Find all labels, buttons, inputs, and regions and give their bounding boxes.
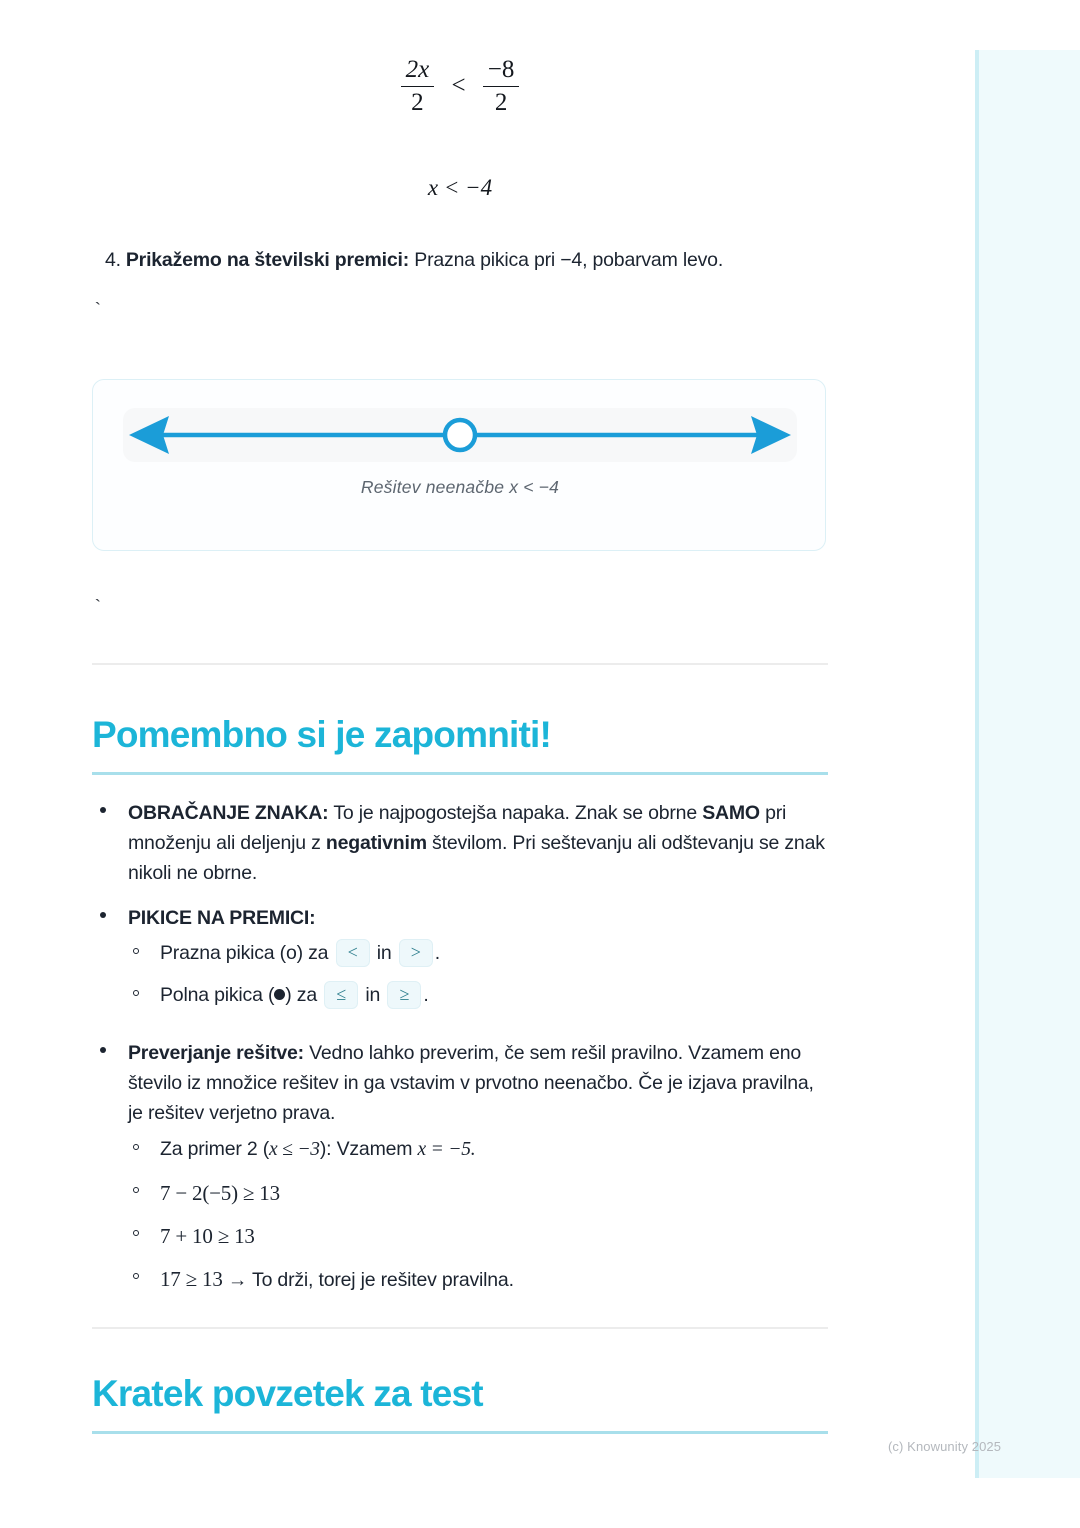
fraction-left-numerator: 2x <box>401 55 435 87</box>
calculation-2: 7 + 10 ≥ 13 <box>160 1224 255 1248</box>
list-item-body <box>128 798 830 888</box>
primer-math-2: x = −5. <box>417 1139 476 1160</box>
sub-bullet-ring-icon <box>133 990 139 996</box>
bullet-dot-icon <box>100 1047 106 1053</box>
polna-text-1: Polna pikica ( <box>160 984 275 1006</box>
numberline-graphic <box>123 408 797 462</box>
sub-bullet-ring-icon <box>133 948 139 954</box>
sublist-item-calculation-3 <box>133 1264 733 1296</box>
list-item-body <box>128 1038 830 1128</box>
sub-bullet-ring-icon <box>133 1144 139 1150</box>
sublist-item-body <box>160 939 653 968</box>
primer-text-1: Za primer 2 ( <box>160 1138 270 1160</box>
calculation-3-math: 17 ≥ 13 <box>160 1267 223 1291</box>
sublist-item-body <box>160 1264 733 1296</box>
code-fence-mark-bottom: ` <box>92 597 104 619</box>
sublist-item-body <box>160 981 653 1010</box>
numberline-diagram-card <box>92 379 826 551</box>
fraction-left <box>401 55 435 117</box>
obracanje-text-3: številom. Pri seštevanju ali odštevanju se znak nikoli ne obrne. <box>128 832 825 885</box>
heading-important: Pomembno si je zapomniti! <box>92 714 551 755</box>
list-item-pikice-na-premici <box>100 903 620 933</box>
sublist-item-body <box>160 1135 733 1164</box>
heading-summary: Kratek povzetek za test <box>92 1373 483 1414</box>
operator-chip-less-than: < <box>336 939 370 967</box>
solution-expression: x < −4 <box>427 175 493 200</box>
list-item-preverjanje-resitve <box>100 1038 830 1128</box>
operator-chip-greater-equal: ≥ <box>387 981 421 1009</box>
code-fence-mark-top: ` <box>92 300 104 322</box>
operator-chip-greater-than: > <box>399 939 433 967</box>
obracanje-bold-2: negativnim <box>325 832 427 855</box>
filled-dot-icon <box>274 989 285 1000</box>
step-description: Prazna pikica pri −4, pobarvam levo. <box>414 249 724 271</box>
preverjanje-text: Vedno lahko preverim, če sem rešil pravilno. Vzamem eno število iz množice rešitev in ga vstavim v prvotno neenačbo. Če je izjava pravilna, je rešitev verjetno prava. <box>128 1042 814 1125</box>
primer-math-1: x ≤ −3 <box>269 1139 320 1160</box>
sublist-item-calculation-2 <box>133 1221 733 1253</box>
list-item-obracanje-znaka <box>100 798 830 888</box>
heading-important-underline <box>92 772 828 775</box>
obracanje-label: OBRAČANJE ZNAKA: <box>128 802 329 824</box>
fraction-left-denominator: 2 <box>411 88 424 116</box>
copyright-watermark: (c) Knowunity 2025 <box>888 1439 1002 1454</box>
equation-division-step <box>92 55 828 117</box>
relation-operator: < <box>451 72 466 99</box>
fraction-right <box>483 55 520 117</box>
obracanje-text-1: To je najpogostejša napaka. Znak se obrne <box>328 802 703 824</box>
section-divider-bottom <box>92 1327 828 1329</box>
pikice-label: PIKICE NA PREMICI: <box>128 907 316 929</box>
sub-bullet-ring-icon <box>133 1187 139 1193</box>
calculation-1: 7 − 2(−5) ≥ 13 <box>160 1181 280 1205</box>
numberline-caption: Rešitev neenačbe x < −4 <box>360 477 560 497</box>
fraction-right-denominator: 2 <box>494 88 508 116</box>
section-divider-top <box>92 663 828 665</box>
sublist-item-polna-pikica <box>133 981 653 1010</box>
step-number: 4. <box>105 249 121 271</box>
step-item-4 <box>105 246 828 275</box>
polna-text-2: . <box>423 984 429 1006</box>
sub-bullet-ring-icon <box>133 1273 139 1279</box>
obracanje-bold-1: SAMO <box>702 802 760 824</box>
sub-bullet-ring-icon <box>133 1230 139 1236</box>
preverjanje-label: Preverjanje rešitve: <box>128 1042 304 1064</box>
decorative-side-panel <box>975 50 1080 1478</box>
obracanje-text-2: pri množenju ali deljenju z <box>128 802 787 855</box>
bullet-dot-icon <box>100 912 106 918</box>
bullet-dot-icon <box>100 807 106 813</box>
prazna-text-2: . <box>434 942 440 964</box>
operator-chip-less-equal: ≤ <box>324 981 358 1009</box>
step-label: Prikažemo na številski premici: <box>125 249 410 271</box>
calculation-3-text: → To drži, torej je rešitev pravilna. <box>222 1269 514 1291</box>
primer-text-2: ): Vzamem <box>319 1138 418 1160</box>
sublist-item-calculation-1 <box>133 1178 733 1210</box>
prazna-text-1: Prazna pikica (o) za <box>160 942 329 964</box>
fraction-right-numerator: −8 <box>483 55 520 87</box>
sublist-item-primer-2 <box>133 1135 733 1164</box>
sublist-item-prazna-pikica <box>133 939 653 968</box>
prazna-conjunction: in <box>376 942 392 964</box>
list-item-body <box>128 903 620 933</box>
equation-solution <box>92 175 828 201</box>
heading-summary-underline <box>92 1431 828 1434</box>
polna-conjunction: in <box>365 984 381 1006</box>
polna-text-1b: ) za <box>285 984 317 1006</box>
